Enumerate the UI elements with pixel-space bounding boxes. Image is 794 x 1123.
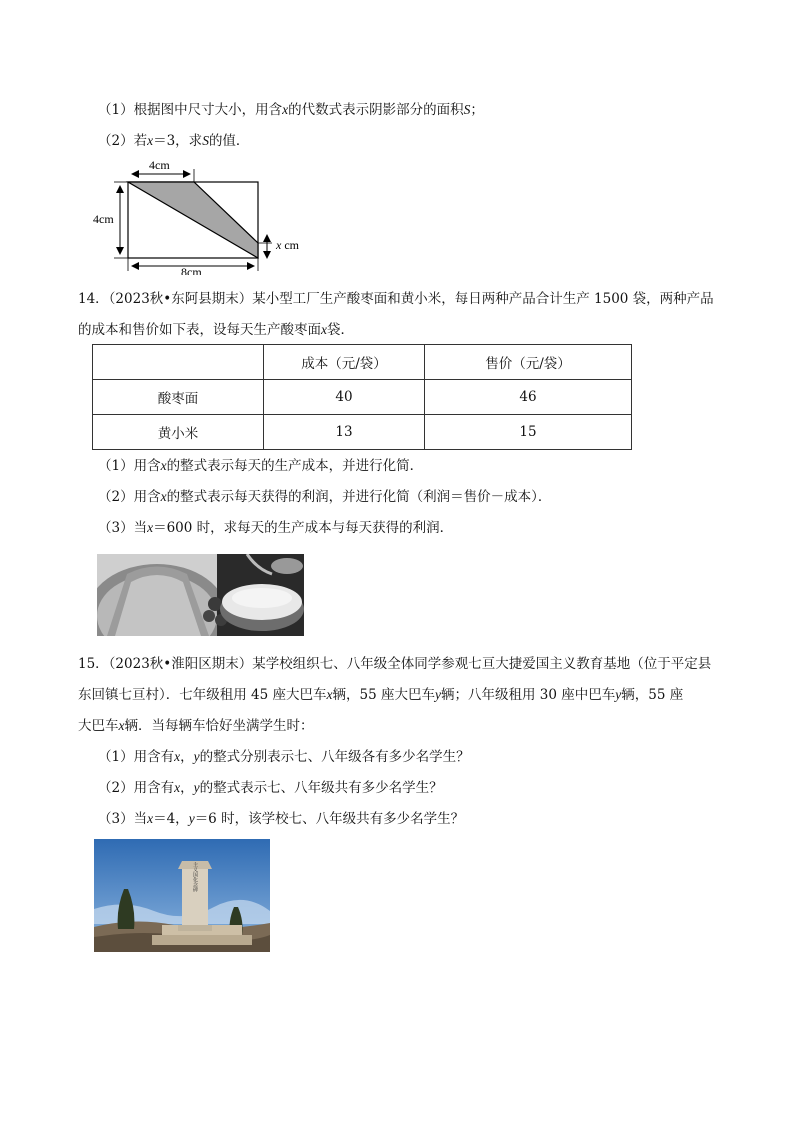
table-row xyxy=(93,415,632,450)
q13-figure xyxy=(90,155,320,275)
shaded-region xyxy=(128,182,258,258)
q14-sub3: （3）当x＝600 时，求每天的生产成本与每天获得的利润． xyxy=(98,520,454,536)
q15-sub2: （2）用含有x，y的整式表示七、八年级共有多少名学生？ xyxy=(98,780,443,796)
table-cell: 13 xyxy=(264,415,425,450)
q13-part2: （2）若x＝3，求S的值． xyxy=(98,133,250,149)
table-row xyxy=(93,380,632,415)
table-cell: 黄小米 xyxy=(93,415,264,450)
table-header-cell xyxy=(93,345,264,380)
top-dimension-label: 4cm xyxy=(149,158,170,172)
table-cell: 40 xyxy=(264,380,425,415)
table-header-cell: 售价（元/袋） xyxy=(425,345,632,380)
q13-part1: （1）根据图中尺寸大小，用含x的代数式表示阴影部分的面积S； xyxy=(98,102,484,118)
q15-line1: 15．（2023秋•淮阳区期末）某学校组织七、八年级全体同学参观七亘大捷爱国主义教育基地（位于平定县 xyxy=(78,656,712,672)
table-cell: 酸枣面 xyxy=(93,380,264,415)
q15-sub1: （1）用含有x，y的整式分别表示七、八年级各有多少名学生？ xyxy=(98,749,470,765)
monument-inscription: 主义国化念碑 xyxy=(192,862,198,892)
cost-price-table xyxy=(92,344,632,450)
q14-intro-line1: 14．（2023秋•东阿县期末）某小型工厂生产酸枣面和黄小米，每日两种产品合计生产 1500 袋，两种产品 xyxy=(78,291,714,307)
product-photo xyxy=(97,554,304,636)
monument-photo xyxy=(94,839,270,952)
q14-intro-line2: 的成本和售价如下表，设每天生产酸枣面x袋． xyxy=(78,322,354,338)
right-dimension-label: x cm xyxy=(276,238,299,252)
table-header-cell: 成本（元/袋） xyxy=(264,345,425,380)
bottom-dimension-label: 8cm xyxy=(181,265,202,275)
q15-line2: 东回镇七亘村）．七年级租用 45 座大巴车x辆，55 座大巴车y辆；八年级租用 30 座中巴车y辆，55 座 xyxy=(78,687,684,703)
q14-sub2: （2）用含x的整式表示每天获得的利润，并进行化简（利润＝售价－成本）． xyxy=(98,489,552,505)
left-dimension-label: 4cm xyxy=(93,212,114,226)
q14-sub1: （1）用含x的整式表示每天的生产成本，并进行化简． xyxy=(98,458,424,474)
q15-line3: 大巴车x辆．当每辆车恰好坐满学生时： xyxy=(78,718,314,734)
table-cell: 46 xyxy=(425,380,632,415)
table-header-row xyxy=(93,345,632,380)
table-cell: 15 xyxy=(425,415,632,450)
q15-sub3: （3）当x＝4，y＝6 时，该学校七、八年级共有多少名学生？ xyxy=(98,811,465,827)
